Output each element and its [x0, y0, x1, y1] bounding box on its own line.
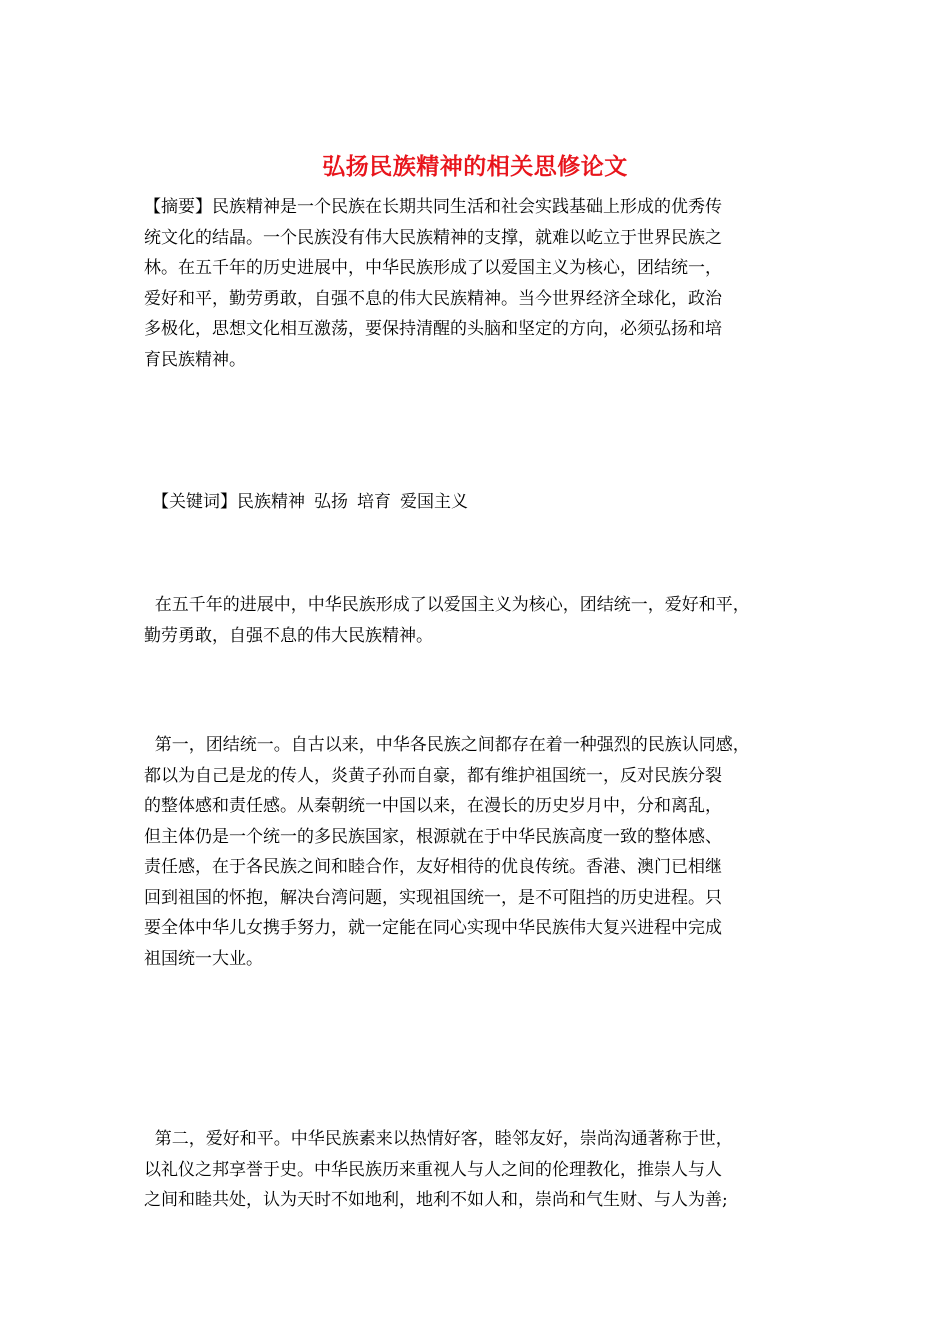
first-point-line: 但主体仍是一个统一的多民族国家，根源就在于中华民族高度一致的整体感、 — [144, 826, 722, 847]
keywords-row — [152, 487, 832, 518]
intro-line: 在五千年的进展中，中华民族形成了以爱国主义为核心，团结统一，爱好和平， — [144, 595, 750, 615]
second-point-line: 以礼仪之邦享誉于史。中华民族历来重视人与人之间的伦理教化，推崇人与人 — [144, 1159, 722, 1180]
second-point-line: 第二，爱好和平。中华民族素来以热情好客，睦邻友好，崇尚沟通著称于世， — [144, 1129, 733, 1149]
keywords-label: 【关键词】 — [152, 492, 237, 512]
first-point-line: 的整体感和责任感。从秦朝统一中国以来，在漫长的历史岁月中，分和离乱， — [144, 796, 722, 816]
second-point-paragraph — [144, 1124, 824, 1216]
first-point-line: 回到祖国的怀抱，解决台湾问题，实现祖国统一，是不可阻挡的历史进程。只 — [144, 887, 722, 908]
keyword: 培育 — [357, 492, 391, 512]
abstract-line: 统文化的结晶。一个民族没有伟大民族精神的支撑，就难以屹立于世界民族之 — [144, 227, 722, 248]
abstract-paragraph — [144, 192, 824, 375]
keyword: 爱国主义 — [400, 492, 468, 512]
abstract-line: 【摘要】民族精神是一个民族在长期共同生活和社会实践基础上形成的优秀传 — [144, 197, 722, 217]
first-point-paragraph — [144, 730, 824, 974]
intro-paragraph — [144, 590, 824, 651]
abstract-line: 育民族精神。 — [144, 349, 246, 370]
keywords-line — [152, 487, 832, 518]
keyword: 民族精神 — [237, 492, 305, 512]
abstract-line: 爱好和平，勤劳勇敢，自强不息的伟大民族精神。当今世界经济全球化，政治 — [144, 288, 722, 309]
keyword: 弘扬 — [314, 492, 348, 512]
first-point-line: 责任感，在于各民族之间和睦合作，友好相待的优良传统。香港、澳门已相继 — [144, 857, 722, 877]
second-point-line: 之间和睦共处，认为天时不如地利，地利不如人和，崇尚和气生财、与人为善; — [144, 1190, 728, 1210]
first-point-line: 第一，团结统一。自古以来，中华各民族之间都存在着一种强烈的民族认同感， — [144, 735, 750, 755]
document-title: 弘扬民族精神的相关思修论文 — [322, 153, 628, 180]
abstract-line: 林。在五千年的历史进展中，中华民族形成了以爱国主义为核心，团结统一， — [144, 258, 722, 278]
first-point-line: 都以为自己是龙的传人，炎黄子孙而自豪，都有维护祖国统一，反对民族分裂 — [144, 765, 722, 786]
first-point-line: 祖国统一大业。 — [144, 948, 263, 969]
abstract-line: 多极化，思想文化相互激荡，要保持清醒的头脑和坚定的方向，必须弘扬和培 — [144, 319, 722, 339]
first-point-line: 要全体中华儿女携手努力，就一定能在同心实现中华民族伟大复兴进程中完成 — [144, 918, 722, 938]
intro-line: 勤劳勇敢，自强不息的伟大民族精神。 — [144, 625, 433, 646]
